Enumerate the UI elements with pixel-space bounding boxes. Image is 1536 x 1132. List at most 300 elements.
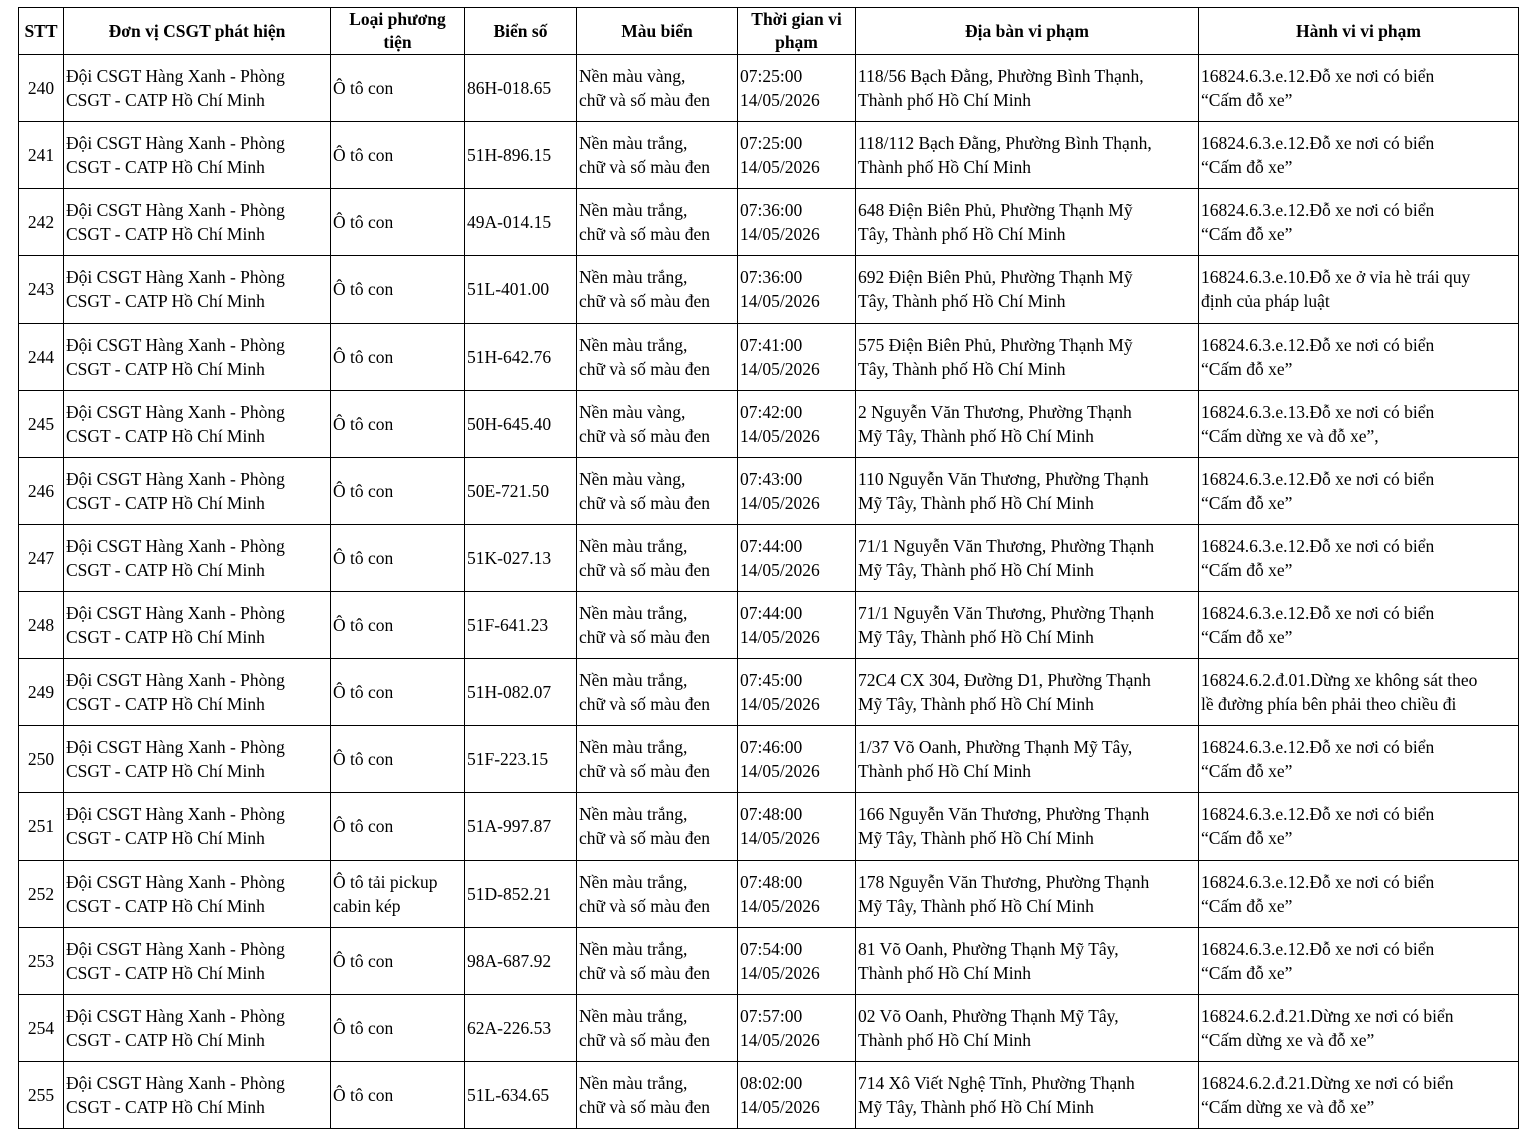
cell-location [856,55,1199,122]
cell-vehicle [331,256,465,323]
cell-location [856,659,1199,726]
table-header [19,8,1519,55]
cell-violation-line: “Cấm đỗ xe” [1201,559,1293,580]
cell-plate-color [577,122,738,189]
cell-vehicle-line: cabin kép [333,895,401,916]
cell-violation-line: 16824.6.3.e.12.Đỗ xe nơi có biển [1201,603,1435,624]
cell-location-line: 714 Xô Viết Nghệ Tĩnh, Phường Thạnh [858,1072,1135,1093]
cell-time [738,256,856,323]
cell-violation-line: 16824.6.2.đ.21.Dừng xe nơi có biển [1201,1072,1454,1093]
header-vehicle: Loại phương tiện [331,8,465,55]
cell-location-line: Thành phố Hồ Chí Minh [858,90,1032,111]
cell-unit-line: CSGT - CATP Hồ Chí Minh [66,157,265,178]
cell-time-line: 07:25:00 [740,66,803,87]
cell-location-line: Thành phố Hồ Chí Minh [858,962,1032,983]
cell-stt: 242 [19,189,64,256]
cell-time-line: 14/05/2026 [740,291,820,312]
cell-location [856,457,1199,524]
cell-violation-line: 16824.6.2.đ.01.Dừng xe không sát theo [1201,670,1478,691]
cell-violation-line: 16824.6.3.e.12.Đỗ xe nơi có biển [1201,334,1435,355]
cell-unit [64,860,331,927]
table-row [19,592,1519,659]
header-unit: Đơn vị CSGT phát hiện [64,8,331,55]
cell-vehicle [331,592,465,659]
cell-plate-color-line: Nền màu trắng, [579,737,688,758]
cell-location-line: Tây, Thành phố Hồ Chí Minh [858,291,1066,312]
cell-location-line: Mỹ Tây, Thành phố Hồ Chí Minh [858,694,1094,715]
cell-plate-color-line: chữ và số màu đen [579,1029,710,1050]
cell-plate-color [577,860,738,927]
cell-time [738,659,856,726]
cell-time-line: 14/05/2026 [740,425,820,446]
cell-plate-color-line: chữ và số màu đen [579,157,710,178]
cell-stt: 252 [19,860,64,927]
cell-location [856,860,1199,927]
cell-location [856,592,1199,659]
cell-plate-color-line: Nền màu trắng, [579,200,688,221]
cell-plate-color [577,793,738,860]
cell-location-line: Mỹ Tây, Thành phố Hồ Chí Minh [858,559,1094,580]
cell-unit-line: CSGT - CATP Hồ Chí Minh [66,627,265,648]
cell-unit-line: CSGT - CATP Hồ Chí Minh [66,90,265,111]
cell-violation [1199,189,1519,256]
cell-vehicle [331,659,465,726]
cell-unit-line: CSGT - CATP Hồ Chí Minh [66,224,265,245]
cell-violation [1199,323,1519,390]
cell-violation [1199,860,1519,927]
cell-plate-color [577,189,738,256]
cell-stt: 250 [19,726,64,793]
header-violation: Hành vi vi phạm [1199,8,1519,55]
cell-vehicle-line: Ô tô con [333,749,394,770]
cell-time-line: 07:46:00 [740,737,803,758]
cell-location-line: Mỹ Tây, Thành phố Hồ Chí Minh [858,1096,1094,1117]
cell-plate-color-line: chữ và số màu đen [579,1096,710,1117]
cell-violation-line: 16824.6.3.e.12.Đỗ xe nơi có biển [1201,66,1435,87]
cell-stt: 255 [19,1061,64,1128]
cell-vehicle [331,122,465,189]
cell-unit [64,122,331,189]
cell-location-line: 178 Nguyễn Văn Thương, Phường Thạnh [858,871,1150,892]
cell-vehicle [331,390,465,457]
cell-violation [1199,793,1519,860]
cell-time-line: 14/05/2026 [740,962,820,983]
cell-plate-color-line: chữ và số màu đen [579,828,710,849]
cell-unit-line: CSGT - CATP Hồ Chí Minh [66,828,265,849]
table-row [19,122,1519,189]
cell-time-line: 07:44:00 [740,603,803,624]
cell-time-line: 14/05/2026 [740,895,820,916]
cell-unit-line: CSGT - CATP Hồ Chí Minh [66,1029,265,1050]
cell-unit-line: Đội CSGT Hàng Xanh - Phòng [66,334,285,355]
cell-location [856,726,1199,793]
cell-violation-line: “Cấm đỗ xe” [1201,962,1293,983]
cell-unit [64,457,331,524]
table-row [19,927,1519,994]
cell-unit [64,55,331,122]
cell-unit-line: Đội CSGT Hàng Xanh - Phòng [66,468,285,489]
cell-violation-line: “Cấm đỗ xe” [1201,627,1293,648]
table-row [19,659,1519,726]
cell-unit-line: CSGT - CATP Hồ Chí Minh [66,358,265,379]
cell-unit-line: Đội CSGT Hàng Xanh - Phòng [66,1072,285,1093]
cell-unit-line: Đội CSGT Hàng Xanh - Phòng [66,401,285,422]
cell-unit-line: CSGT - CATP Hồ Chí Minh [66,1096,265,1117]
cell-plate: 51L-634.65 [465,1061,577,1128]
cell-plate-color-line: Nền màu trắng, [579,535,688,556]
cell-plate-color-line: chữ và số màu đen [579,90,710,111]
cell-location-line: Tây, Thành phố Hồ Chí Minh [858,358,1066,379]
cell-vehicle [331,726,465,793]
cell-plate: 51H-896.15 [465,122,577,189]
cell-unit [64,1061,331,1128]
cell-vehicle-line: Ô tô con [333,615,394,636]
header-plate: Biển số [465,8,577,55]
cell-vehicle-line: Ô tô con [333,950,394,971]
cell-unit-line: CSGT - CATP Hồ Chí Minh [66,291,265,312]
cell-vehicle-line: Ô tô con [333,279,394,300]
cell-vehicle-line: Ô tô con [333,78,394,99]
cell-plate: 51F-641.23 [465,592,577,659]
cell-violation-line: “Cấm đỗ xe” [1201,157,1293,178]
cell-time [738,122,856,189]
cell-vehicle-line: Ô tô con [333,816,394,837]
cell-location [856,524,1199,591]
cell-vehicle [331,323,465,390]
cell-plate: 86H-018.65 [465,55,577,122]
cell-time [738,457,856,524]
cell-stt: 248 [19,592,64,659]
cell-location [856,256,1199,323]
cell-unit-line: CSGT - CATP Hồ Chí Minh [66,492,265,513]
cell-location-line: 2 Nguyễn Văn Thương, Phường Thạnh [858,401,1132,422]
cell-plate-color-line: chữ và số màu đen [579,358,710,379]
cell-stt: 245 [19,390,64,457]
cell-plate-color [577,55,738,122]
cell-plate-color [577,323,738,390]
table-row [19,256,1519,323]
table-row [19,457,1519,524]
table-row [19,55,1519,122]
cell-location-line: 72C4 CX 304, Đường D1, Phường Thạnh [858,670,1151,691]
cell-plate-color-line: Nền màu trắng, [579,1072,688,1093]
cell-violation [1199,994,1519,1061]
cell-unit [64,927,331,994]
cell-stt: 243 [19,256,64,323]
cell-time-line: 07:25:00 [740,133,803,154]
cell-location-line: Mỹ Tây, Thành phố Hồ Chí Minh [858,425,1094,446]
cell-time-line: 14/05/2026 [740,1029,820,1050]
table-row [19,323,1519,390]
cell-plate-color [577,592,738,659]
cell-vehicle-line: Ô tô con [333,346,394,367]
cell-plate-color [577,524,738,591]
cell-plate-color [577,1061,738,1128]
cell-violation-line: định của pháp luật [1201,291,1330,312]
cell-vehicle-line: Ô tô con [333,682,394,703]
violations-table [18,7,1519,1129]
cell-time [738,390,856,457]
cell-time-line: 07:48:00 [740,804,803,825]
cell-location-line: Mỹ Tây, Thành phố Hồ Chí Minh [858,492,1094,513]
cell-plate-color-line: chữ và số màu đen [579,291,710,312]
cell-vehicle [331,793,465,860]
cell-plate: 98A-687.92 [465,927,577,994]
cell-unit [64,189,331,256]
cell-stt: 241 [19,122,64,189]
cell-vehicle [331,927,465,994]
cell-violation-line: 16824.6.3.e.12.Đỗ xe nơi có biển [1201,535,1435,556]
cell-plate: 49A-014.15 [465,189,577,256]
cell-stt: 249 [19,659,64,726]
cell-time-line: 14/05/2026 [740,1096,820,1117]
cell-location-line: 692 Điện Biên Phủ, Phường Thạnh Mỹ [858,267,1133,288]
cell-vehicle-line: Ô tô tải pickup [333,871,438,892]
cell-violation-line: 16824.6.3.e.13.Đỗ xe nơi có biển [1201,401,1435,422]
cell-violation-line: “Cấm dừng xe và đỗ xe”, [1201,425,1379,446]
cell-vehicle-line: Ô tô con [333,212,394,233]
cell-plate-color-line: chữ và số màu đen [579,962,710,983]
cell-unit-line: CSGT - CATP Hồ Chí Minh [66,694,265,715]
cell-location-line: 118/56 Bạch Đằng, Phường Bình Thạnh, [858,66,1144,87]
table-row [19,1061,1519,1128]
cell-violation-line: 16824.6.3.e.10.Đỗ xe ở vỉa hè trái quy [1201,267,1471,288]
cell-location-line: 71/1 Nguyễn Văn Thương, Phường Thạnh [858,535,1155,556]
table-body [19,55,1519,1129]
cell-vehicle-line: Ô tô con [333,1084,394,1105]
header-time: Thời gian vi phạm [738,8,856,55]
cell-location-line: Tây, Thành phố Hồ Chí Minh [858,224,1066,245]
cell-vehicle [331,55,465,122]
cell-unit-line: Đội CSGT Hàng Xanh - Phòng [66,603,285,624]
cell-plate-color-line: chữ và số màu đen [579,425,710,446]
cell-time-line: 14/05/2026 [740,627,820,648]
cell-vehicle [331,994,465,1061]
cell-unit [64,323,331,390]
cell-time-line: 07:42:00 [740,401,803,422]
cell-time-line: 08:02:00 [740,1072,803,1093]
cell-time-line: 07:44:00 [740,535,803,556]
cell-vehicle [331,457,465,524]
cell-unit-line: Đội CSGT Hàng Xanh - Phòng [66,66,285,87]
cell-unit-line: Đội CSGT Hàng Xanh - Phòng [66,737,285,758]
cell-time-line: 07:48:00 [740,871,803,892]
cell-plate: 51D-852.21 [465,860,577,927]
cell-plate-color [577,726,738,793]
cell-vehicle [331,524,465,591]
cell-unit-line: Đội CSGT Hàng Xanh - Phòng [66,670,285,691]
cell-unit-line: Đội CSGT Hàng Xanh - Phòng [66,938,285,959]
table-row [19,994,1519,1061]
cell-stt: 244 [19,323,64,390]
cell-time [738,793,856,860]
cell-stt: 253 [19,927,64,994]
cell-stt: 240 [19,55,64,122]
cell-location-line: 648 Điện Biên Phủ, Phường Thạnh Mỹ [858,200,1133,221]
cell-unit-line: Đội CSGT Hàng Xanh - Phòng [66,133,285,154]
table-row [19,390,1519,457]
cell-vehicle [331,860,465,927]
cell-violation-line: “Cấm đỗ xe” [1201,492,1293,513]
cell-time-line: 07:54:00 [740,938,803,959]
cell-vehicle [331,189,465,256]
cell-unit [64,592,331,659]
cell-location [856,122,1199,189]
cell-plate-color-line: Nền màu trắng, [579,1005,688,1026]
cell-violation-line: 16824.6.3.e.12.Đỗ xe nơi có biển [1201,133,1435,154]
cell-plate-color-line: Nền màu trắng, [579,267,688,288]
cell-violation [1199,122,1519,189]
cell-violation-line: “Cấm dừng xe và đỗ xe” [1201,1096,1375,1117]
cell-unit-line: CSGT - CATP Hồ Chí Minh [66,761,265,782]
cell-plate: 62A-226.53 [465,994,577,1061]
cell-location-line: 71/1 Nguyễn Văn Thương, Phường Thạnh [858,603,1155,624]
cell-time [738,189,856,256]
table-row [19,793,1519,860]
cell-stt: 247 [19,524,64,591]
cell-violation [1199,256,1519,323]
cell-time [738,592,856,659]
cell-plate: 51H-642.76 [465,323,577,390]
cell-plate-color [577,390,738,457]
cell-plate-color-line: chữ và số màu đen [579,761,710,782]
cell-unit [64,390,331,457]
cell-time-line: 07:36:00 [740,200,803,221]
cell-unit [64,994,331,1061]
cell-violation [1199,524,1519,591]
cell-location-line: 1/37 Võ Oanh, Phường Thạnh Mỹ Tây, [858,737,1133,758]
cell-location-line: 81 Võ Oanh, Phường Thạnh Mỹ Tây, [858,938,1119,959]
cell-time-line: 14/05/2026 [740,157,820,178]
cell-violation [1199,390,1519,457]
cell-time [738,323,856,390]
header-stt: STT [19,8,64,55]
cell-plate-color-line: Nền màu trắng, [579,804,688,825]
cell-time-line: 14/05/2026 [740,761,820,782]
cell-plate-color-line: Nền màu vàng, [579,66,686,87]
cell-violation-line: 16824.6.3.e.12.Đỗ xe nơi có biển [1201,871,1435,892]
cell-time-line: 14/05/2026 [740,694,820,715]
cell-time-line: 14/05/2026 [740,358,820,379]
table-row [19,189,1519,256]
cell-plate: 51H-082.07 [465,659,577,726]
cell-plate-color [577,927,738,994]
cell-plate-color-line: Nền màu vàng, [579,468,686,489]
table-row [19,726,1519,793]
cell-time-line: 07:43:00 [740,468,803,489]
cell-location [856,323,1199,390]
cell-location-line: Mỹ Tây, Thành phố Hồ Chí Minh [858,895,1094,916]
cell-plate-color-line: Nền màu trắng, [579,938,688,959]
table-row [19,860,1519,927]
cell-location-line: 166 Nguyễn Văn Thương, Phường Thạnh [858,804,1150,825]
cell-location-line: 575 Điện Biên Phủ, Phường Thạnh Mỹ [858,334,1133,355]
cell-unit [64,726,331,793]
cell-location-line: Mỹ Tây, Thành phố Hồ Chí Minh [858,627,1094,648]
cell-stt: 246 [19,457,64,524]
cell-violation-line: 16824.6.2.đ.21.Dừng xe nơi có biển [1201,1005,1454,1026]
cell-plate: 51F-223.15 [465,726,577,793]
cell-vehicle-line: Ô tô con [333,547,394,568]
cell-unit-line: Đội CSGT Hàng Xanh - Phòng [66,535,285,556]
cell-vehicle-line: Ô tô con [333,480,394,501]
cell-violation-line: 16824.6.3.e.12.Đỗ xe nơi có biển [1201,737,1435,758]
cell-violation-line: “Cấm đỗ xe” [1201,90,1293,111]
cell-location-line: Thành phố Hồ Chí Minh [858,157,1032,178]
cell-violation-line: lề đường phía bên phải theo chiều đi [1201,694,1457,715]
cell-time [738,994,856,1061]
cell-violation [1199,1061,1519,1128]
cell-vehicle-line: Ô tô con [333,145,394,166]
cell-time-line: 14/05/2026 [740,90,820,111]
cell-violation [1199,55,1519,122]
cell-vehicle [331,1061,465,1128]
cell-location [856,927,1199,994]
cell-unit-line: CSGT - CATP Hồ Chí Minh [66,895,265,916]
cell-plate: 51A-997.87 [465,793,577,860]
cell-location-line: Thành phố Hồ Chí Minh [858,761,1032,782]
cell-unit [64,659,331,726]
cell-plate-color-line: Nền màu trắng, [579,603,688,624]
cell-time [738,927,856,994]
cell-plate-color-line: chữ và số màu đen [579,559,710,580]
cell-plate-color-line: chữ và số màu đen [579,627,710,648]
cell-stt: 251 [19,793,64,860]
cell-violation [1199,927,1519,994]
cell-location [856,189,1199,256]
cell-violation-line: 16824.6.3.e.12.Đỗ xe nơi có biển [1201,938,1435,959]
cell-location [856,390,1199,457]
cell-time-line: 07:41:00 [740,334,803,355]
cell-unit-line: CSGT - CATP Hồ Chí Minh [66,962,265,983]
cell-location-line: 110 Nguyễn Văn Thương, Phường Thạnh [858,468,1149,489]
cell-time [738,860,856,927]
cell-plate-color [577,256,738,323]
cell-location-line: Mỹ Tây, Thành phố Hồ Chí Minh [858,828,1094,849]
cell-unit-line: CSGT - CATP Hồ Chí Minh [66,425,265,446]
cell-plate-color [577,457,738,524]
cell-violation-line: “Cấm đỗ xe” [1201,224,1293,245]
cell-violation-line: “Cấm dừng xe và đỗ xe” [1201,1029,1375,1050]
cell-time [738,726,856,793]
cell-violation-line: 16824.6.3.e.12.Đỗ xe nơi có biển [1201,468,1435,489]
cell-location [856,994,1199,1061]
cell-time [738,524,856,591]
cell-violation-line: “Cấm đỗ xe” [1201,828,1293,849]
cell-location-line: 02 Võ Oanh, Phường Thạnh Mỹ Tây, [858,1005,1119,1026]
cell-time-line: 07:36:00 [740,267,803,288]
cell-violation-line: “Cấm đỗ xe” [1201,761,1293,782]
cell-time-line: 14/05/2026 [740,492,820,513]
cell-stt: 254 [19,994,64,1061]
cell-vehicle-line: Ô tô con [333,413,394,434]
cell-violation-line: “Cấm đỗ xe” [1201,895,1293,916]
cell-violation [1199,659,1519,726]
cell-violation-line: 16824.6.3.e.12.Đỗ xe nơi có biển [1201,804,1435,825]
table-row [19,524,1519,591]
cell-plate-color-line: chữ và số màu đen [579,492,710,513]
cell-location-line: 118/112 Bạch Đằng, Phường Bình Thạnh, [858,133,1152,154]
header-plate-color: Màu biển [577,8,738,55]
cell-unit-line: Đội CSGT Hàng Xanh - Phòng [66,804,285,825]
cell-unit-line: Đội CSGT Hàng Xanh - Phòng [66,1005,285,1026]
cell-time-line: 14/05/2026 [740,224,820,245]
cell-plate: 51K-027.13 [465,524,577,591]
cell-time [738,1061,856,1128]
cell-plate: 50H-645.40 [465,390,577,457]
cell-unit-line: CSGT - CATP Hồ Chí Minh [66,559,265,580]
cell-location [856,793,1199,860]
